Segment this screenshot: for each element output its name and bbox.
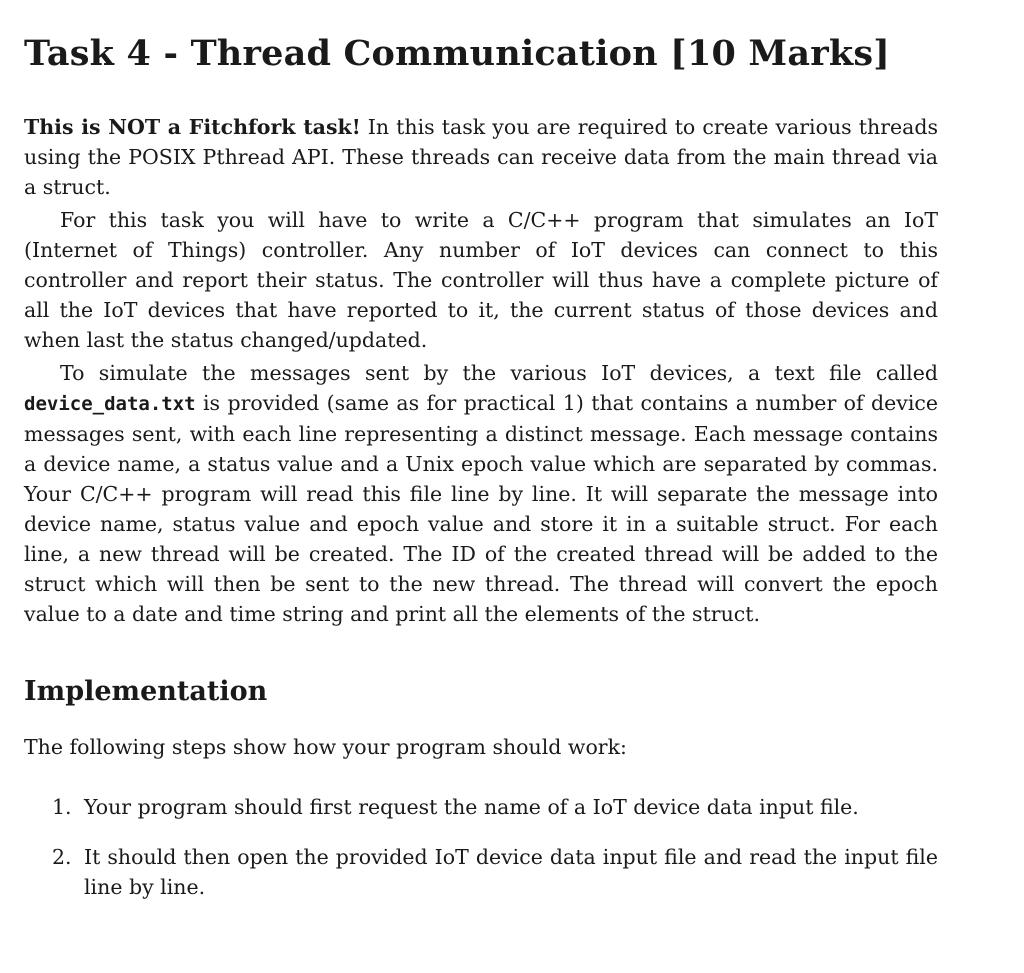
list-item xyxy=(24,792,938,822)
step-text: It should then open the provided IoT device data input file and read the input file line by line. xyxy=(84,845,938,899)
simulation-text-after: is provided (same as for practical 1) that contains a number of device messages sent, with each line representing a distinct message. Each message contains a device name, a status value and a Unix epoch value which are separated by commas. Your C/C++ program will read this file line by line. It will separate the message into device name, status value and epoch value and store it in a suitable struct. For each line, a new thread will be created. The ID of the created thread will be added to the struct which will then be sent to the new thread. The thread will convert the epoch value to a date and time string and print all the elements of the struct. xyxy=(24,391,938,626)
task-title: Task 4 - Thread Communication [10 Marks] xyxy=(24,33,891,74)
implementation-heading: Implementation xyxy=(24,676,268,707)
intro-paragraph-text: In this task you are required to create various threads using the POSIX Pthread API. These threads can receive data from the main thread via a struct. xyxy=(24,115,939,199)
simulation-text-before: To simulate the messages sent by the various IoT devices, a text file called xyxy=(60,361,938,385)
document-page xyxy=(24,32,999,922)
controller-description-paragraph: For this task you will have to write a C/C++ program that simulates an IoT (Internet of Things) controller. Any number of IoT devices can connect to this controller and report their status. The controller will thus have a complete picture of all the IoT devices that have reported to it, the current status of those devices and when last the status changed/updated. xyxy=(24,208,938,352)
step-number: 2. xyxy=(52,845,72,869)
simulation-description-paragraph xyxy=(24,358,938,629)
implementation-intro: The following steps show how your program should work: xyxy=(24,735,627,759)
step-text: Your program should first request the name of a IoT device data input file. xyxy=(84,795,859,819)
implementation-steps-list xyxy=(24,792,938,902)
not-fitchfork-notice: This is NOT a Fitchfork task! xyxy=(24,115,361,139)
list-item xyxy=(24,842,938,902)
intro-paragraph xyxy=(24,112,938,202)
step-number: 1. xyxy=(52,795,72,819)
device-data-filename: device_data.txt xyxy=(24,393,196,415)
